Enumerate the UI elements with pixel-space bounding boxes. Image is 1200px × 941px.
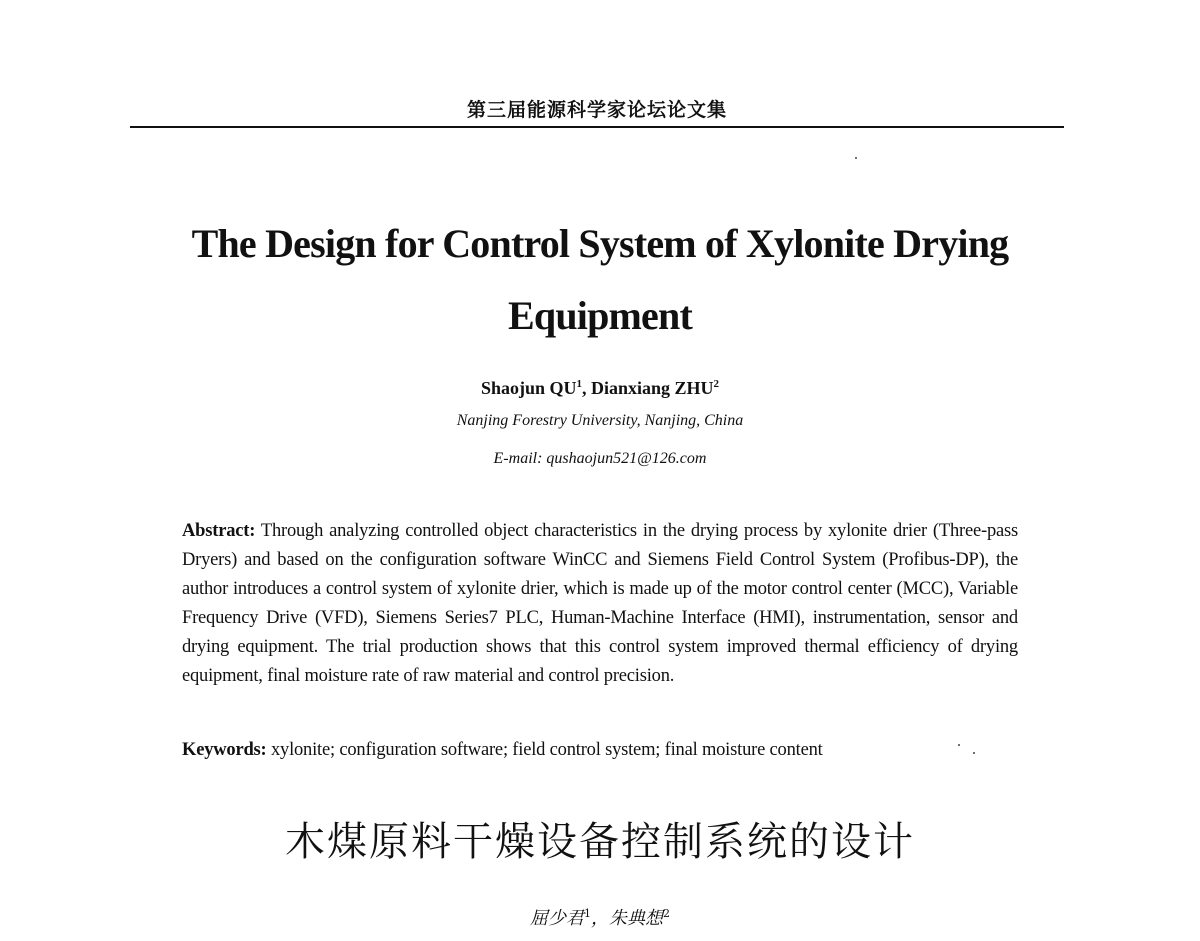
paper-title-line-2: Equipment (508, 293, 692, 338)
abstract (182, 517, 1018, 691)
chinese-author-list (0, 904, 1200, 930)
running-header: 第三届能源科学家论坛论文集 (466, 99, 727, 121)
chinese-author-name: 朱典想 (609, 908, 663, 929)
author-separator: , (582, 378, 591, 398)
author-affiliation-mark: 1 (576, 378, 582, 390)
author-affiliation: Nanjing Forestry University, Nanjing, China (456, 412, 744, 429)
author-list (0, 378, 1200, 399)
scan-speck (855, 157, 857, 159)
header-rule (130, 126, 1064, 128)
author-email: E-mail: qushaojun521@126.com (493, 450, 707, 467)
author-name: Shaojun QU (480, 378, 577, 398)
keywords-label: Keywords: (182, 740, 267, 760)
chinese-author-affiliation-mark: 2 (663, 907, 670, 920)
author-name: Dianxiang ZHU (591, 378, 714, 398)
abstract-text: Through analyzing controlled object characteristics in the drying process by xylonite drier (Three-pass Dryers) and based on the configuration software WinCC and Siemens Field Control System (Profibus-DP), the author introduces a control system of xylonite drier, which is made up of the motor control center (MCC), Variable Frequency Drive (VFD), Siemens Series7 PLC, Human-Machine Interface (HMI), instrumentation, sensor and drying equipment. The trial production shows that this control system improved thermal efficiency of drying equipment, final moisture rate of raw material and control precision. (182, 521, 1019, 686)
chinese-author-name: 屈少君 (530, 908, 584, 929)
scan-speck (973, 752, 975, 754)
paper-title-line-1: The Design for Control System of Xylonite Drying (191, 221, 1009, 266)
author-affiliation-mark: 2 (713, 378, 720, 390)
paper-title (130, 208, 1070, 352)
chinese-title: 木煤原料干燥设备控制系统的设计 (285, 819, 915, 865)
keywords (182, 736, 1018, 765)
chinese-author-separator: ， (591, 908, 609, 929)
keywords-text: xylonite; configuration software; field control system; final moisture content (270, 740, 823, 760)
scan-speck (958, 744, 960, 746)
abstract-label: Abstract: (182, 521, 256, 541)
chinese-author-affiliation-mark: 1 (584, 907, 591, 920)
